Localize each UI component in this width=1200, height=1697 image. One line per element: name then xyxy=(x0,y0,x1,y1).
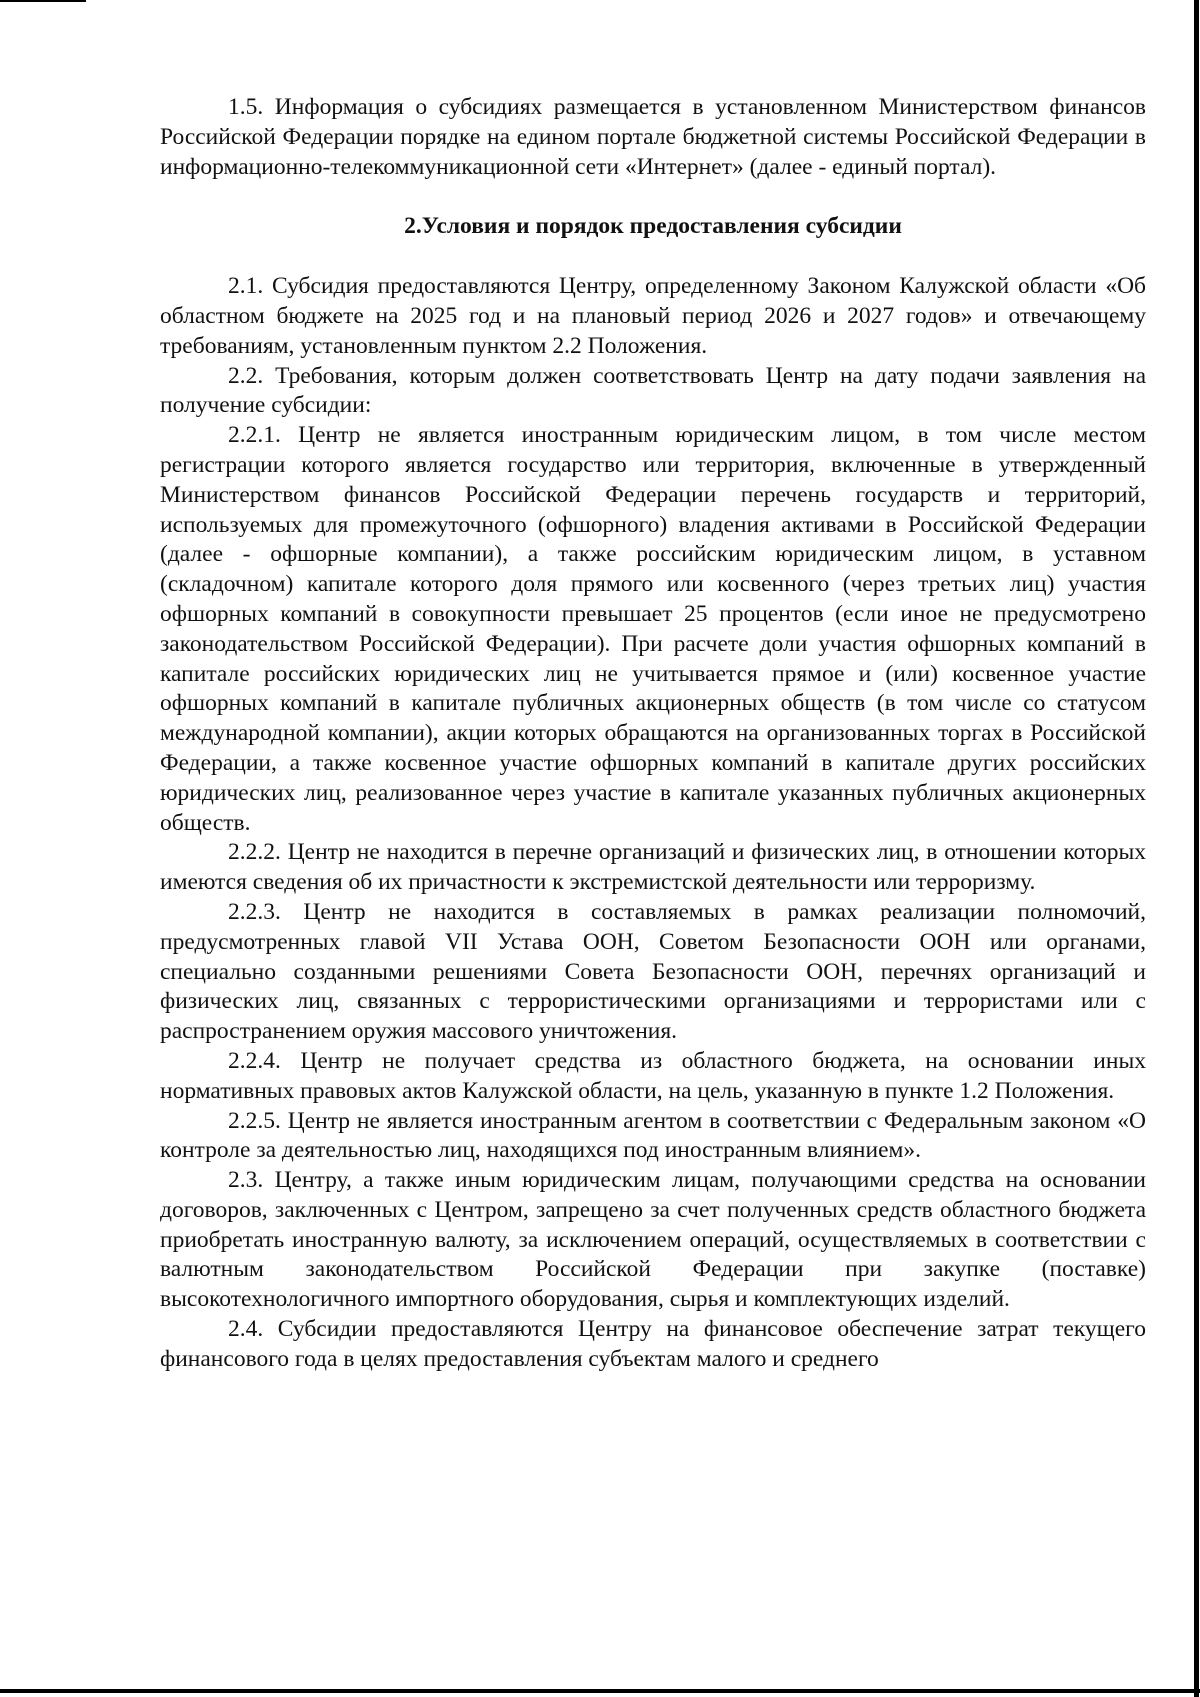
section-heading: 2.Условия и порядок предоставления субсидии xyxy=(404,213,902,240)
paragraph-2-1: 2.1. Субсидия предоставляются Центру, определенному Законом Калужской области «Об областном бюджете на 2025 год и на плановый период 2026 и 2027 годов» и отвечающему требованиям, установленным пунктом 2.2 Положения. xyxy=(160,273,1146,359)
scan-edge-bottom xyxy=(0,1689,1200,1693)
paragraph-2-2-5: 2.2.5. Центр не является иностранным агентом в соответствии с Федеральным законом «О контроле за деятельностью лиц, находящихся под иностранным влиянием». xyxy=(160,1107,1146,1164)
paragraph-2-3: 2.3. Центру, а также иным юридическим лицам, получающими средства на основании договоров, заключенных с Центром, запрещено за счет полученных средств областного бюджета приобретать иностранную валюту, за исключением операций, осуществляемых в соответствии с валютным законодательством Российской Федерации при закупке (поставке) высокотехнологичного импортного оборудования, сырья и комплектующих изделий. xyxy=(160,1167,1146,1313)
paragraph-2-4: 2.4. Субсидии предоставляются Центру на финансовое обеспечение затрат текущего финансового года в целях предоставления субъектам малого и среднего xyxy=(160,1316,1146,1372)
document-body xyxy=(160,93,1146,1375)
paragraph-1-5: 1.5. Информация о субсидиях размещается в установленном Министерством финансов Российской Федерации порядке на едином портале бюджетной системы Российской Федерации в информационно-телекоммуникационной сети «Интернет» (далее - единый портал). xyxy=(160,94,1146,180)
scan-edge-mark xyxy=(0,0,86,2)
paragraph-2-2-1: 2.2.1. Центр не является иностранным юридическим лицом, в том числе местом регистрации которого является государство или территория, включенные в утвержденный Министерством финансов Российской Федерации перечень государств и территорий, используемых для промежуточного (офшорного) владения активами в Российской Федерации (далее - офшорные компании), а также российским юридическим лицом, в уставном (складочном) капитале которого доля прямого или косвенного (через третьих лиц) участия офшорных компаний в совокупности превышает 25 процентов (если иное не предусмотрено законодательством Российской Федерации). При расчете доли участия офшорных компаний в капитале российских юридических лиц не учитывается прямое и (или) косвенное участие офшорных компаний в капитале публичных акционерных обществ (в том числе со статусом международной компании), акции которых обращаются на организованных торгах в Российской Федерации, а также косвенное участие офшорных компаний в капитале других российских юридических лиц, реализованное через участие в капитале указанных публичных акционерных обществ. xyxy=(160,422,1146,836)
paragraph-2-2-3: 2.2.3. Центр не находится в составляемых в рамках реализации полномочий, предусмотренных главой VII Устава ООН, Советом Безопасности ООН или органами, специально созданными решениями Совета Безопасности ООН, перечнях организаций и физических лиц, связанных с террористическими организациями и террористами или с распространением оружия массового уничтожения. xyxy=(160,898,1146,1045)
paragraph-2-2-4: 2.2.4. Центр не получает средства из областного бюджета, на основании иных нормативных правовых актов Калужской области, на цель, указанную в пункте 1.2 Положения. xyxy=(160,1047,1146,1104)
paragraph-2-2: 2.2. Требования, которым должен соответствовать Центр на дату подачи заявления на получение субсидии: xyxy=(160,362,1146,419)
paragraph-2-2-2: 2.2.2. Центр не находится в перечне организаций и физических лиц, в отношении которых имеются сведения об их причастности к экстремистской деятельности или терроризму. xyxy=(160,839,1146,896)
scan-edge-right xyxy=(1194,0,1199,1697)
